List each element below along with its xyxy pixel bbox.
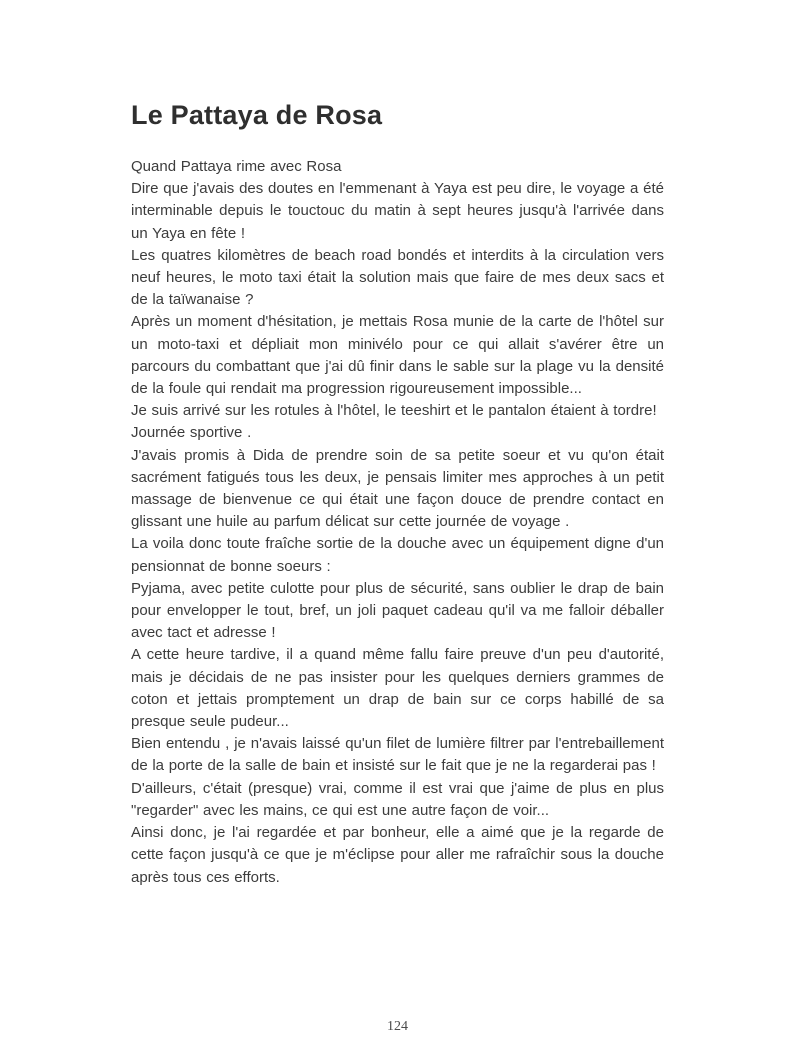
paragraph: Je suis arrivé sur les rotules à l'hôtel, le teeshirt et le pantalon étaient à tordre! bbox=[131, 402, 657, 420]
paragraph: Les quatres kilomètres de beach road bondés et interdits à la circulation vers neuf heures, le moto taxi était la solution mais que faire de mes deux sacs et de la taïwanaise ? bbox=[131, 246, 664, 309]
paragraph: La voila donc toute fraîche sortie de la douche avec un équipement digne d'un pensionnat de bonne soeurs : bbox=[131, 535, 664, 575]
paragraph: Journée sportive . bbox=[131, 424, 252, 442]
paragraph: A cette heure tardive, il a quand même fallu faire preuve d'un peu d'autorité, mais je décidais de ne pas insister pour les quelques derniers grammes de coton et jettais promptement un drap de bain sur ce corps habillé de sa presque seule pudeur... bbox=[131, 646, 664, 731]
paragraph: Quand Pattaya rime avec Rosa bbox=[131, 158, 342, 175]
paragraph: J'avais promis à Dida de prendre soin de sa petite soeur et vu qu'on était sacrément fatigués tous les deux, je pensais limiter mes approches à un petit massage de bienvenue ce qui était une façon douce de prendre contact en glissant une huile au parfum délicat sur cette journée de voyage . bbox=[131, 446, 664, 531]
paragraph: Bien entendu , je n'avais laissé qu'un filet de lumière filtrer par l'entrebaillement de la porte de la salle de bain et insisté sur le fait que je ne la regarderai pas ! bbox=[131, 735, 664, 775]
paragraph: Ainsi donc, je l'ai regardée et par bonheur, elle a aimé que je la regarde de cette façon jusqu'à ce que je m'éclipse pour aller me rafraîchir sous la douche après tous ces efforts. bbox=[131, 824, 664, 886]
paragraph: D'ailleurs, c'était (presque) vrai, comme il est vrai que j'aime de plus en plus "regarder" avec les mains, ce qui est une autre façon de voir... bbox=[131, 779, 664, 819]
document-content bbox=[131, 100, 664, 889]
paragraph: Pyjama, avec petite culotte pour plus de sécurité, sans oublier le drap de bain pour envelopper le tout, bref, un joli paquet cadeau qu'il va me falloir déballer avec tact et adresse ! bbox=[131, 579, 664, 642]
paragraph: Après un moment d'hésitation, je mettais Rosa munie de la carte de l'hôtel sur un moto-taxi et dépliait mon minivélo pour ce qui allait s'avérer être un parcours du combattant que j'ai dû finir dans le sable sur la plage vu la densité de la foule qui rendait ma progression rigoureusement impossible... bbox=[131, 313, 664, 398]
document-body bbox=[131, 156, 664, 889]
page-title: Le Pattaya de Rosa bbox=[131, 100, 383, 130]
paragraph: Dire que j'avais des doutes en l'emmenant à Yaya est peu dire, le voyage a été interminable depuis le touctouc du matin à sept heures jusqu'à l'arrivée dans un Yaya en fête ! bbox=[131, 180, 664, 242]
page-number: 124 bbox=[387, 1019, 408, 1034]
